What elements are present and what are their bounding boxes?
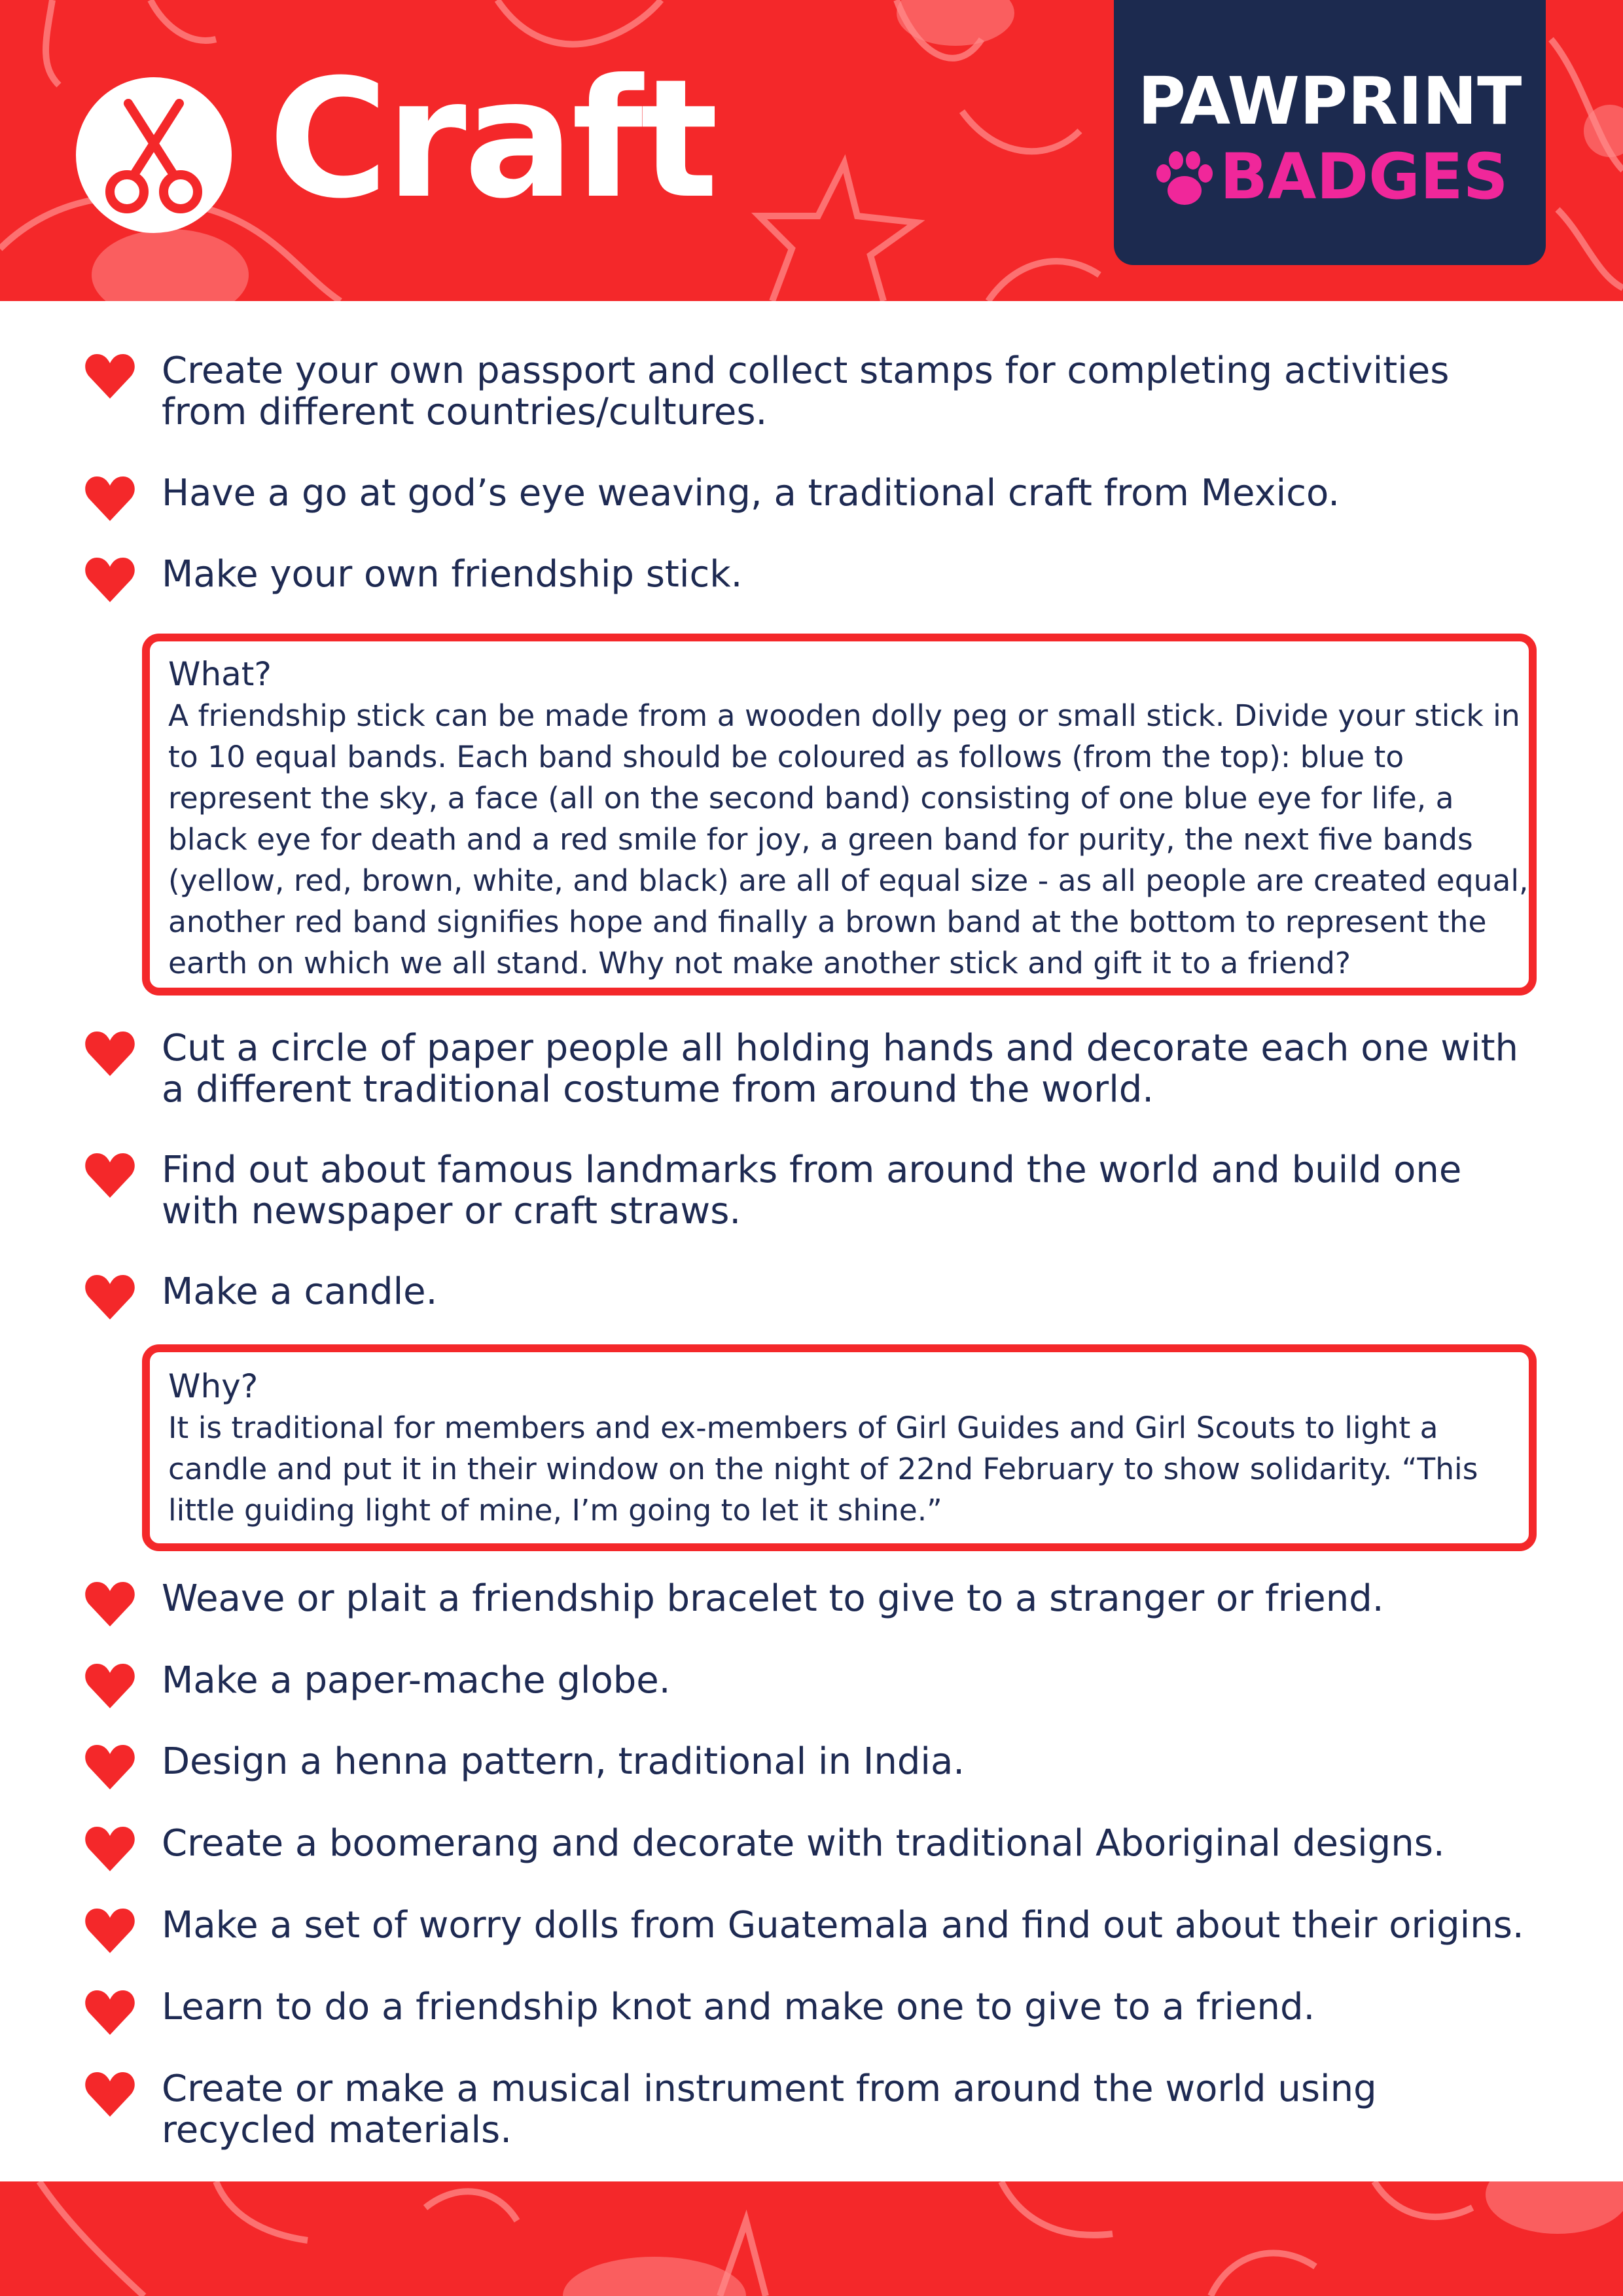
heart-icon (84, 1149, 136, 1202)
heart-icon (84, 1741, 136, 1793)
logo-line-2: BADGES (1220, 140, 1508, 213)
heart-icon (84, 554, 136, 606)
info-box-title: What? (168, 655, 272, 693)
info-box-title: Why? (168, 1367, 259, 1405)
item-text: Create a boomerang and decorate with traditional Aboriginal designs. (162, 1822, 1445, 1865)
heart-icon (84, 1271, 136, 1323)
info-box-text: It is traditional for members and ex-members of Girl Guides and Girl Scouts to light a candle and put it in their window on the night of 22nd February to show solidarity. “This little guiding light of mine, I’m going to let it shine.” (168, 1410, 1478, 1528)
item-text: Have a go at god’s eye weaving, a traditional craft from Mexico. (162, 472, 1340, 514)
heart-icon (84, 1823, 136, 1875)
item-text: Make a paper-mache globe. (162, 1659, 671, 1702)
header-banner (0, 0, 1623, 301)
item-text: Cut a circle of paper people all holding hands and decorate each one with a different traditional costume from around the world. (162, 1027, 1519, 1111)
item-text: Create your own passport and collect stamps for completing activities from different countries/cultures. (162, 350, 1450, 433)
info-box-what (142, 634, 1537, 996)
info-box-why (142, 1344, 1537, 1551)
item-text: Weave or plait a friendship bracelet to give to a stranger or friend. (162, 1577, 1384, 1620)
item-text: Learn to do a friendship knot and make one to give to a friend. (162, 1986, 1315, 2028)
scissors-icon (76, 77, 232, 233)
heart-icon (84, 473, 136, 525)
logo-line-1: PAWPRINT (1137, 63, 1522, 139)
footer-banner (0, 2181, 1623, 2296)
item-text: Make a candle. (162, 1270, 438, 1313)
heart-icon (84, 1660, 136, 1712)
heart-icon (84, 350, 136, 403)
info-box-text: A friendship stick can be made from a wooden dolly peg or small stick. Divide your stick in to 10 equal bands. Each band should be coloured as follows (from the top): blue to represent the sky, a face (all on the second band) consisting of one blue eye for life, a black eye for death and a red smile for joy, a green band for purity, the next five bands (yellow, red, brown, white, and black) are all of equal size - as all people are created equal, another red band signifies hope and finally a brown band at the bottom to represent the earth on which we all stand. Why not make another stick and gift it to a friend? (168, 698, 1529, 980)
item-text: Design a henna pattern, traditional in India. (162, 1740, 965, 1783)
scissors-badge (76, 77, 232, 233)
pawprint-badges-logo (1114, 0, 1546, 265)
footer-decoration (0, 2181, 1623, 2296)
heart-icon (84, 1905, 136, 1957)
heart-icon (84, 1986, 136, 2039)
item-text: Make a set of worry dolls from Guatemala and find out about their origins. (162, 1904, 1524, 1946)
heart-icon (84, 1028, 136, 1080)
page-title: Craft (268, 44, 716, 234)
heart-icon (84, 1578, 136, 1630)
paw-icon (1152, 147, 1217, 213)
item-text: Make your own friendship stick. (162, 553, 743, 596)
heart-icon (84, 2068, 136, 2121)
item-text: Create or make a musical instrument from around the world using recycled materials. (162, 2068, 1377, 2151)
item-text: Find out about famous landmarks from around the world and build one with newspaper or craft straws. (162, 1149, 1462, 1232)
